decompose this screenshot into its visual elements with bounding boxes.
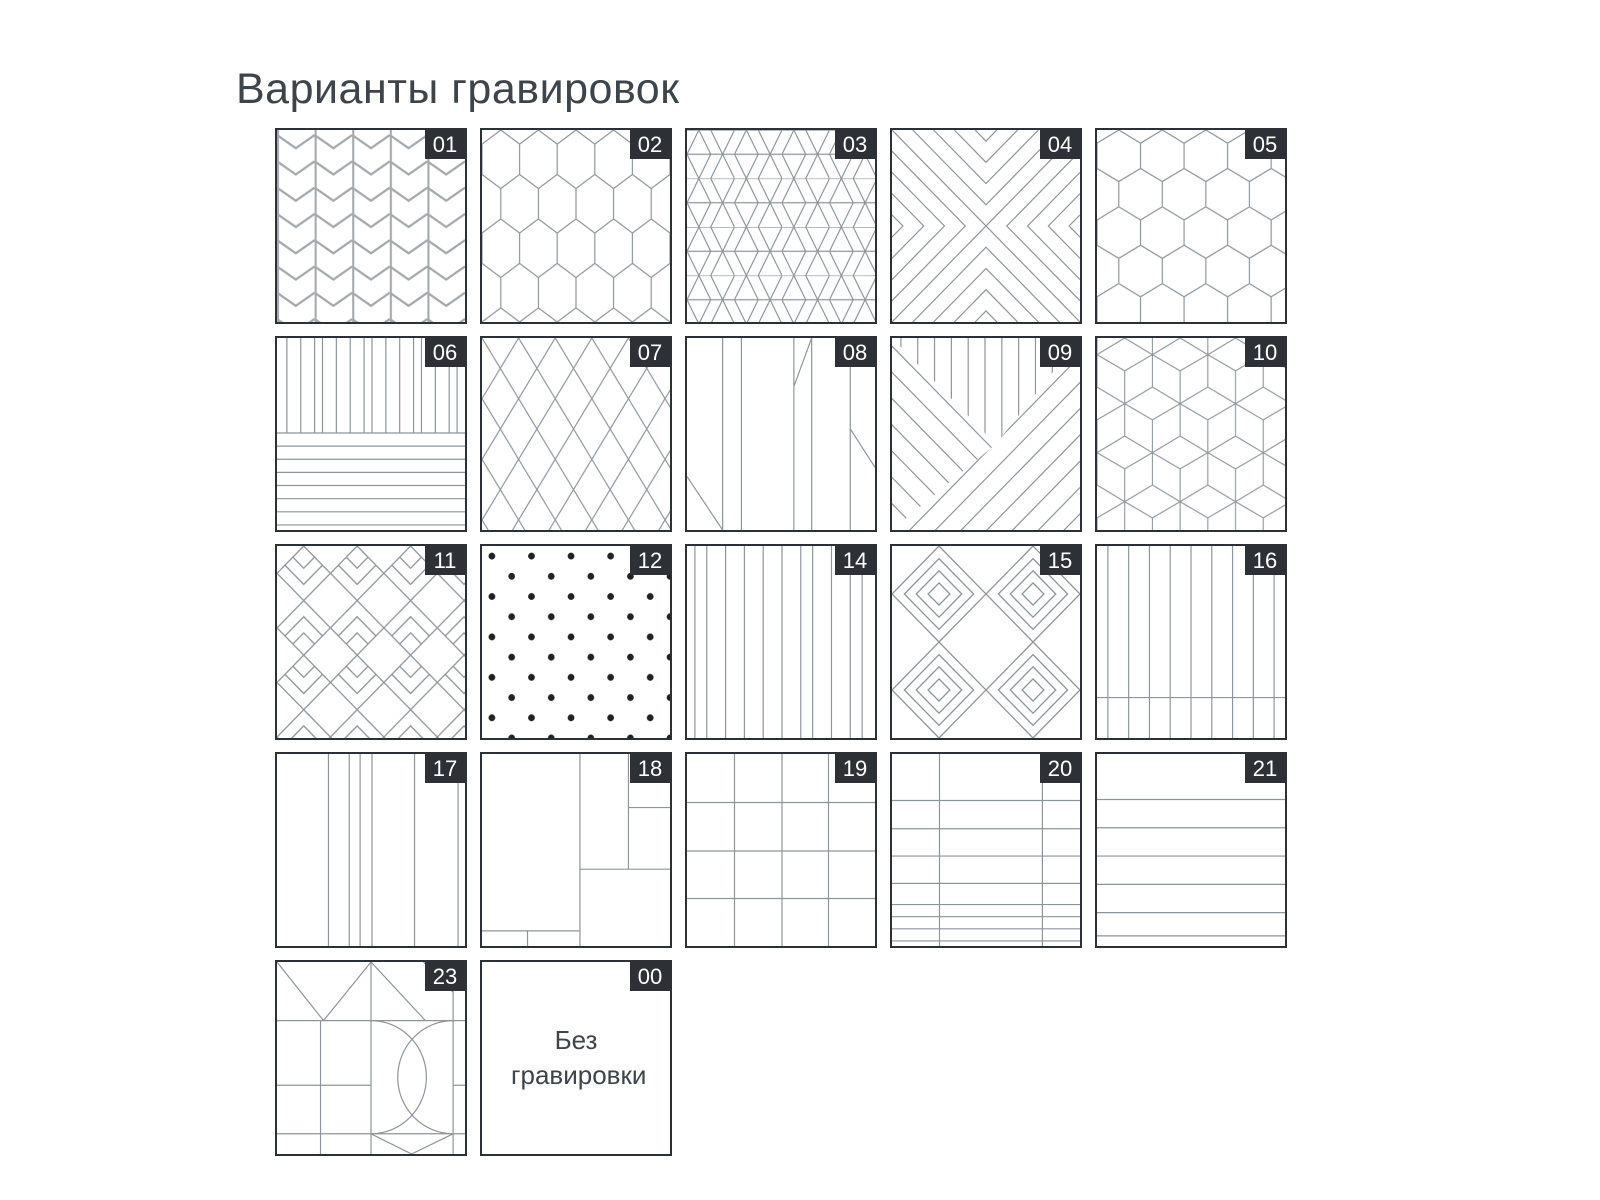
no-engraving-label: Без гравировки (511, 1024, 647, 1090)
pattern-tile-17[interactable] (275, 752, 467, 948)
pattern-number-badge: 09 (1040, 338, 1080, 367)
pattern-number-badge: 02 (630, 130, 670, 159)
pattern-tile-01[interactable] (275, 128, 467, 324)
pattern-number-badge: 06 (425, 338, 465, 367)
pattern-tile-14[interactable] (685, 544, 877, 740)
pattern-number-badge: 04 (1040, 130, 1080, 159)
pattern-tile-12[interactable] (480, 544, 672, 740)
pattern-number-badge: 12 (630, 546, 670, 575)
pattern-tile-10[interactable] (1095, 336, 1287, 532)
pattern-tile-09[interactable] (890, 336, 1082, 532)
pattern-tile-04[interactable] (890, 128, 1082, 324)
pattern-number-badge: 11 (425, 546, 465, 575)
pattern-number-badge: 17 (425, 754, 465, 783)
pattern-tile-16[interactable] (1095, 544, 1287, 740)
pattern-number-badge: 00 (630, 962, 670, 991)
pattern-number-badge: 14 (835, 546, 875, 575)
pattern-number-badge: 18 (630, 754, 670, 783)
page-title: Варианты гравировок (236, 64, 680, 113)
pattern-tile-21[interactable] (1095, 752, 1287, 948)
pattern-tile-00[interactable] (480, 960, 672, 1156)
pattern-number-badge: 07 (630, 338, 670, 367)
pattern-tile-02[interactable] (480, 128, 672, 324)
pattern-tile-07[interactable] (480, 336, 672, 532)
pattern-number-badge: 01 (425, 130, 465, 159)
pattern-tile-19[interactable] (685, 752, 877, 948)
pattern-tile-15[interactable] (890, 544, 1082, 740)
pattern-number-badge: 05 (1245, 130, 1285, 159)
pattern-number-badge: 16 (1245, 546, 1285, 575)
pattern-number-badge: 20 (1040, 754, 1080, 783)
pattern-number-badge: 08 (835, 338, 875, 367)
pattern-tile-20[interactable] (890, 752, 1082, 948)
engraving-options-grid (275, 128, 1287, 1156)
pattern-tile-05[interactable] (1095, 128, 1287, 324)
pattern-tile-23[interactable] (275, 960, 467, 1156)
pattern-tile-03[interactable] (685, 128, 877, 324)
pattern-number-badge: 03 (835, 130, 875, 159)
pattern-number-badge: 21 (1245, 754, 1285, 783)
pattern-number-badge: 23 (425, 962, 465, 991)
pattern-tile-08[interactable] (685, 336, 877, 532)
pattern-number-badge: 19 (835, 754, 875, 783)
pattern-number-badge: 15 (1040, 546, 1080, 575)
pattern-tile-18[interactable] (480, 752, 672, 948)
pattern-tile-06[interactable] (275, 336, 467, 532)
pattern-tile-11[interactable] (275, 544, 467, 740)
pattern-number-badge: 10 (1245, 338, 1285, 367)
